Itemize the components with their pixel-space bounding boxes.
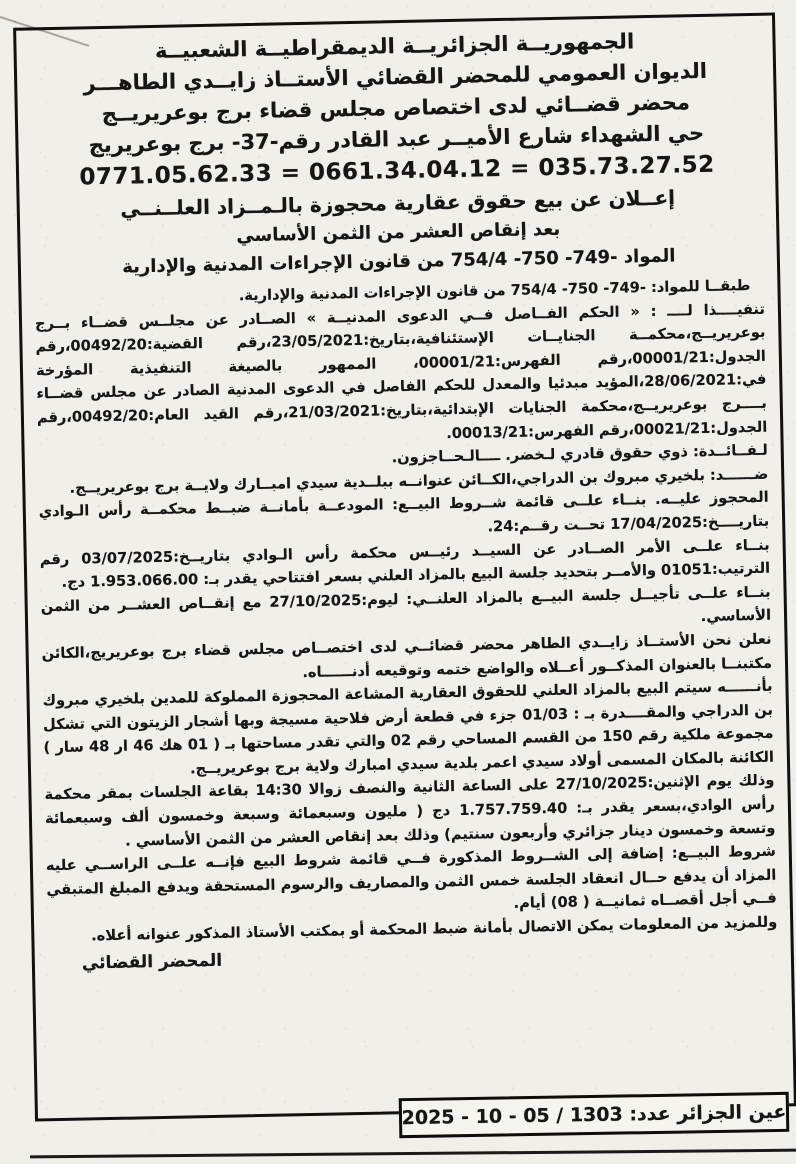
newspaper-issue-stamp: عين الجزائر عدد: 1303 / 05 - 10 - 2025 bbox=[399, 1092, 790, 1138]
next-ad-edge-line bbox=[30, 1149, 796, 1159]
header-line-bailiff: محضر قضــائي لدى اختصاص مجلس قضاء برج بوعريريــج bbox=[101, 90, 691, 126]
body-paragraph-declaration: نعلن نحن الأستــاذ زايــدي الطاهر محضر قضائــي لدى اختصــاص مجلس قضاء برج بوعريريج،الكائن مكتبنــا بالعنوان المذكــور أعــلاه والواضع ختمه وتوقيعه أدنــــــاه. bbox=[41, 630, 773, 681]
body-paragraph-sale-conditions: شروط البيــع: إضافة إلى الشــروط المذكورة فــي قائمة شروط البيع فإنــه علــى الراســي عليه المزاد أن يدفع حــال انعقاد الجلسة خمس الثمن والمصاريف والرسوم المستحقة ويدفع المبلغ المتبقي فــي أجل أقصــاه ثمانيــة ( 08) أيام. bbox=[45, 842, 777, 913]
header-line-address: حي الشهداء شارع الأميــر عبد القادر رقم-37- برج بوعريريج bbox=[88, 120, 705, 158]
body-paragraph-order: بنــاء علــى الأمر الصــادر عن السيــد رئيــس محكمة رأس الـوادي بتاريــخ:03/07/2025 رقم الترتيب:01051 والأمــر بتحديد جلسة البيع بالمزاد العلني بسعر افتتاحي يقدر بـ: 1.953.066.00 دج. bbox=[39, 536, 771, 592]
body-paragraph-postponement: بنــاء علــى تأجيــل جلسة البيــع بالمزاد العلنــي: ليوم:27/10/2025 مع إنقــاص العشــر من الثمن الأساسي. bbox=[40, 583, 772, 626]
body-paragraph-more-info: وللمزيد من المعلومات يمكن الاتصال بأمانة ضبط المحكمة أو بمكتب الأستاذ المذكور عنوانه أعلاه. bbox=[90, 913, 778, 945]
body-paragraph-articles: طبقــا للمواد: -749- 750- 754/4 من قانون الإجراءات المدنية والإدارية. bbox=[238, 277, 751, 305]
bailiff-signature: المحضر القضائي bbox=[81, 950, 223, 974]
body-paragraph-execution: تنفيــــذا لــــ : « الحكم الفــاصل فــي الدعوى المدنيــة » الصــادر عن مجلــس قضــاء بــرج بوعريريــج،محكمــة الجنايــات الإستئنافية،بتاريخ:23/05/2021،رقم القضية:00492/20،رقم الجدول:00001/21،رقم الفهرس:00001/21، الممهور بالصيغة التنفيذية المؤرخة في:28/06/2021،المؤيد مبدئيا والمعدل للحكم الفاصل في الدعوى المدنية الصادر عن مجلس قضــاء بــــرج بوعريريــج،محكمة الجنايات الإبتدائية،بتاريخ:21/03/2021،رقم القيد العام:00492/20،رقم الجدول:00021/21،رقم الفهرس:00013/21. bbox=[34, 300, 768, 442]
body-paragraph-property-description: بأنــــــه سيتم البيع بالمزاد العلني للحقوق العقارية المشاعة المحجوزة المملوكة للمدين بلخيري مبروك بن الدراجي والمقــــدرة بـ : 01/03 جزء في قطعة أرض فلاحية مسيجة وبها أشجار الزيتون التي تشكل مجموعة ملكية رقم 150 من القسم المساحي رقم 02 والتي تقدر مساحتها بـ ( 01 هك 46 ار 48 سار ) الكائنة بالمكان المسمى أولاد سيدي اعمر بلدية سيدي امبارك ولاية برج بوعريريــج. bbox=[42, 677, 775, 778]
notice-header bbox=[29, 24, 764, 285]
notice-frame bbox=[13, 12, 796, 1121]
header-line-republic: الجمهوريــة الجزائريــة الديمقراطيــة الشعبيــة bbox=[154, 29, 635, 63]
notice-subtitle: بعد إنقاص العشر من الثمن الأساسي bbox=[236, 218, 561, 247]
legal-articles-line: المواد -749- 750- 754/4 من قانون الإجراءات المدنية والإدارية bbox=[122, 245, 676, 278]
notice-body bbox=[34, 274, 777, 949]
notice-title: إعــلان عن بيع حقوق عقارية محجوزة بالـمــزاد العلــنــي bbox=[120, 185, 676, 221]
body-paragraph-beneficiary: لـفــائــدة: ذوي حقوق قادري لـخضر. ــــالـحــاجزون. bbox=[391, 441, 768, 467]
body-paragraph-session-date-price: وذلك يوم الإثنين:27/10/2025 على الساعة الثانية والنصف زوالا 14:30 بقاعة الجلسات بمقر محكمة رأس الوادي،بسعر يقدر بـ: 1.757.759.40 دج ( مليون وسبعمائة وسبعة وخمسون ألف وسبعمائة وتسعة وخمسون دينار جزائري وأربعون سنتيم) وذلك بعد إنقاص العشر من الثمن الأساسي . bbox=[44, 772, 776, 850]
phone-numbers: 0771.05.62.33 = 0661.34.04.12 = 035.73.27.52 bbox=[79, 151, 715, 191]
header-line-office: الديوان العمومي للمحضر القضائي الأستــاذ زايــدي الطاهـــر bbox=[83, 58, 708, 96]
body-paragraph-against: ضــــــد: بلخيري مبروك بن الدراجي،الكــائن عنوانــه ببلــدية سيدي امبــارك ولايــة برج بوعريريــج. bbox=[69, 465, 769, 497]
body-paragraph-conditions-list: المحجوز عليــه. بنــاء علــى قائمة شــروط البيــع: المودعــة بأمانــة ضبــط محكمــة رأس الـوادي بتاريــــخ:17/04/2025 تحــت رقــم:24. bbox=[38, 489, 770, 536]
